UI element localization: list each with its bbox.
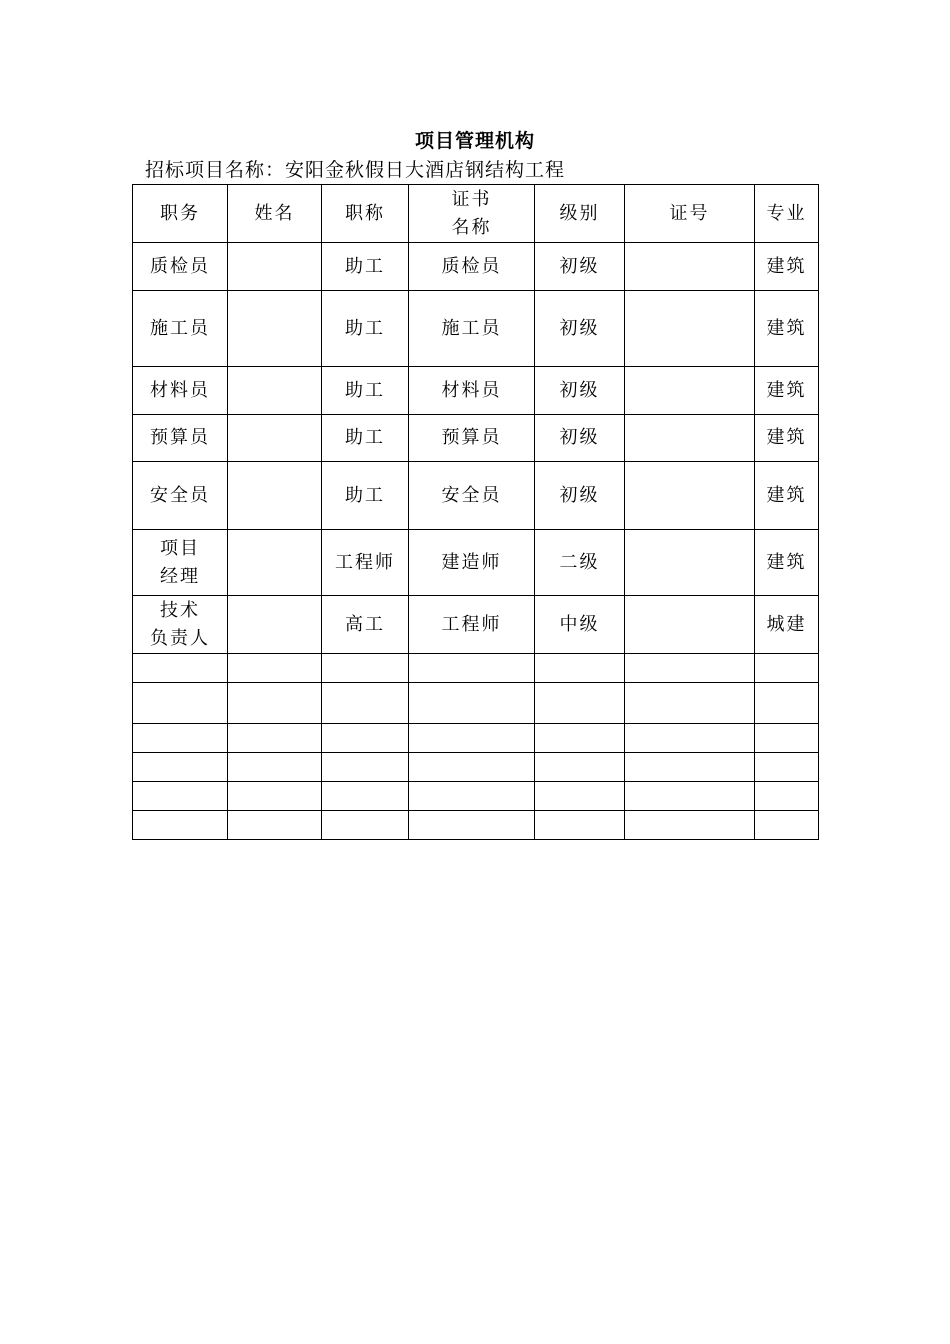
table-cell <box>535 753 625 782</box>
table-cell <box>409 753 535 782</box>
table-cell: 高工 <box>322 596 409 654</box>
table-cell <box>625 753 755 782</box>
table-cell: 安全员 <box>133 462 228 530</box>
table-cell: 建筑 <box>755 243 819 291</box>
table-cell <box>535 724 625 753</box>
table-cell: 预算员 <box>409 415 535 462</box>
table-cell <box>755 782 819 811</box>
table-cell: 助工 <box>322 462 409 530</box>
table-cell <box>535 654 625 683</box>
table-cell <box>755 753 819 782</box>
document-title: 项目管理机构 <box>414 130 535 152</box>
table-cell: 助工 <box>322 291 409 367</box>
table-cell <box>755 654 819 683</box>
table-cell: 城建 <box>755 596 819 654</box>
table-row <box>133 415 819 462</box>
table-cell: 工程师 <box>409 596 535 654</box>
table-cell: 施工员 <box>133 291 228 367</box>
table-cell <box>625 683 755 724</box>
table-cell: 安全员 <box>409 462 535 530</box>
table-header-row <box>133 185 819 243</box>
table-cell: 材料员 <box>133 367 228 415</box>
table-cell <box>755 724 819 753</box>
table-row <box>133 753 819 782</box>
table-cell <box>133 654 228 683</box>
table-cell <box>625 367 755 415</box>
table-row <box>133 596 819 654</box>
table-cell <box>228 753 322 782</box>
header-cell: 专业 <box>755 185 819 243</box>
table-cell <box>133 811 228 840</box>
header-cell: 级别 <box>535 185 625 243</box>
table-cell: 施工员 <box>409 291 535 367</box>
table-cell: 助工 <box>322 415 409 462</box>
table-cell: 预算员 <box>133 415 228 462</box>
table-cell <box>625 243 755 291</box>
table-cell: 质检员 <box>133 243 228 291</box>
table-row <box>133 654 819 683</box>
table-cell <box>409 811 535 840</box>
table-row <box>133 367 819 415</box>
header-cell: 证号 <box>625 185 755 243</box>
table-cell <box>535 811 625 840</box>
table-cell <box>625 415 755 462</box>
table-cell: 助工 <box>322 367 409 415</box>
table-cell <box>228 654 322 683</box>
table-cell <box>133 724 228 753</box>
table-cell: 初级 <box>535 462 625 530</box>
table-cell <box>322 683 409 724</box>
table-cell <box>133 683 228 724</box>
table-cell: 建筑 <box>755 291 819 367</box>
table-cell <box>228 243 322 291</box>
table-cell: 初级 <box>535 415 625 462</box>
table-cell: 技术 负责人 <box>133 596 228 654</box>
table-cell <box>409 724 535 753</box>
table-cell <box>409 654 535 683</box>
table-cell: 项目 经理 <box>133 530 228 596</box>
table-cell <box>625 654 755 683</box>
table-cell: 建造师 <box>409 530 535 596</box>
table-cell <box>409 782 535 811</box>
table-cell <box>228 462 322 530</box>
table-row <box>133 530 819 596</box>
table-cell: 初级 <box>535 243 625 291</box>
header-cell: 职务 <box>133 185 228 243</box>
table-cell <box>322 753 409 782</box>
table-cell <box>625 811 755 840</box>
table-cell <box>322 782 409 811</box>
table-cell <box>228 782 322 811</box>
table-cell: 质检员 <box>409 243 535 291</box>
table-cell: 建筑 <box>755 462 819 530</box>
table-cell <box>133 753 228 782</box>
table-row <box>133 291 819 367</box>
table-row <box>133 724 819 753</box>
table-cell: 初级 <box>535 367 625 415</box>
header-cell: 证书 名称 <box>409 185 535 243</box>
table-cell <box>228 530 322 596</box>
table-row <box>133 782 819 811</box>
table-cell: 二级 <box>535 530 625 596</box>
table-cell <box>228 811 322 840</box>
table-cell: 建筑 <box>755 530 819 596</box>
table-cell: 建筑 <box>755 415 819 462</box>
table-cell <box>228 291 322 367</box>
table-row <box>133 811 819 840</box>
table-cell <box>228 724 322 753</box>
table-cell <box>755 811 819 840</box>
table-cell <box>133 782 228 811</box>
table-cell <box>409 683 535 724</box>
table-cell: 助工 <box>322 243 409 291</box>
table-row <box>133 462 819 530</box>
table-cell <box>625 291 755 367</box>
table-cell <box>535 782 625 811</box>
table-row <box>133 683 819 724</box>
table-cell <box>625 596 755 654</box>
table-cell: 工程师 <box>322 530 409 596</box>
table-cell <box>755 683 819 724</box>
table-cell <box>228 683 322 724</box>
table-cell: 材料员 <box>409 367 535 415</box>
table-cell <box>228 367 322 415</box>
table-cell <box>625 530 755 596</box>
table-cell <box>625 462 755 530</box>
table-row <box>133 243 819 291</box>
project-name-line: 招标项目名称：安阳金秋假日大酒店钢结构工程 <box>145 159 566 181</box>
management-table <box>132 184 819 840</box>
table-cell <box>322 811 409 840</box>
table-cell <box>535 683 625 724</box>
table-cell <box>625 782 755 811</box>
table-cell <box>625 724 755 753</box>
header-cell: 职称 <box>322 185 409 243</box>
table-cell <box>228 415 322 462</box>
table-cell <box>322 724 409 753</box>
table-cell: 初级 <box>535 291 625 367</box>
table-cell <box>322 654 409 683</box>
header-cell: 姓名 <box>228 185 322 243</box>
table-cell: 建筑 <box>755 367 819 415</box>
table-cell <box>228 596 322 654</box>
table-cell: 中级 <box>535 596 625 654</box>
